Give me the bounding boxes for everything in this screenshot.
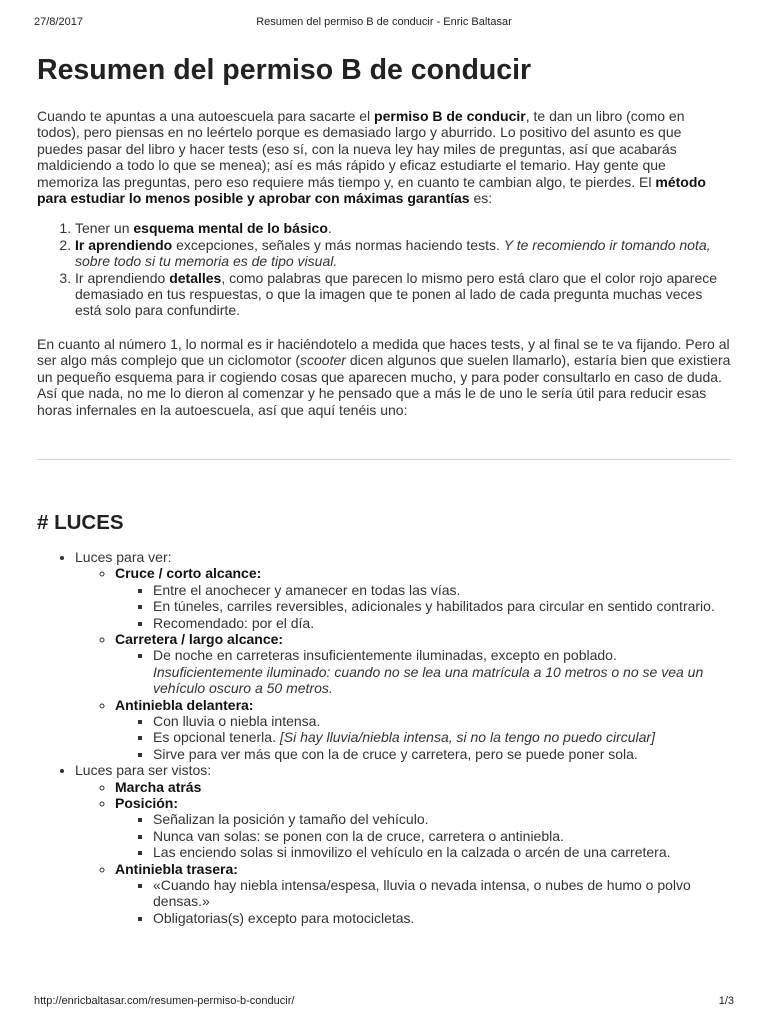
item-italic-note: Insuficientemente iluminado: cuando no se lea una matrícula a 10 metros o no se vea un vehículo oscuro a 50 metros. — [153, 663, 704, 697]
intro-text-3: es: — [469, 190, 493, 207]
item-italic-note: [Si hay lluvia/niebla intensa, si no la tengo no puedo circular] — [279, 729, 655, 746]
list-item: ▪ «Cuando hay niebla intensa/espesa, lluvia o nevada intensa, o nubes de humo o polvo densas.» — [153, 877, 731, 910]
list-item — [75, 762, 731, 926]
step-italic: Y te recomiendo ir tomando nota, sobre todo si tu memoria es de tipo visual. — [75, 236, 711, 270]
section-title-luces: # LUCES — [37, 510, 124, 534]
list-item — [75, 549, 731, 762]
list-item — [153, 729, 731, 745]
method-step — [75, 220, 731, 236]
item-text: De noche en carreteras insuficientemente iluminadas, excepto en poblado. — [153, 647, 617, 664]
step-text: , como palabras que parecen lo mismo pero está claro que el color rojo aparece demasiado en tus respuestas, o que la imagen que te ponen al lado de cada pregunta muchas veces está solo para confundirte. — [75, 269, 718, 319]
list-item: ▪ Señalizan la posición y tamaño del vehículo. — [153, 811, 731, 827]
second-paragraph — [37, 336, 731, 418]
marcha-atras-label: Marcha atrás — [115, 778, 202, 795]
second-italic: scooter — [300, 352, 346, 369]
method-step — [75, 237, 731, 270]
section-divider — [37, 459, 731, 460]
page-number: 1/3 — [718, 995, 734, 1007]
luces-list — [37, 549, 731, 926]
list-item: ▪ Nunca van solas: se ponen con la de cruce, carretera o antiniebla. — [153, 828, 731, 844]
step-text: Ir aprendiendo — [75, 269, 170, 286]
list-item: ▪ Recomendado: por el día. — [153, 615, 731, 631]
luces-vistos-sublist — [75, 779, 731, 927]
list-item: ▪ En túneles, carriles reversibles, adicionales y habilitados para circular en sentido contrario. — [153, 598, 731, 614]
step-bold: esquema mental de lo básico — [133, 220, 328, 237]
step-text: . — [327, 220, 332, 237]
article-content — [37, 50, 731, 926]
print-date: 27/8/2017 — [34, 16, 83, 28]
step-text: Tener un — [75, 220, 134, 237]
posicion-label: Posición: — [115, 795, 179, 811]
antiniebla-delantera-label: Antiniebla delantera: — [115, 696, 254, 713]
posicion-items — [115, 811, 731, 860]
list-item: ▪ Con lluvia o niebla intensa. — [153, 713, 731, 729]
list-item: ▪ Sirve para ver más que con la de cruce y carretera, pero se puede poner sola. — [153, 746, 731, 762]
list-item: ▪ Entre el anochecer y amanecer en todas las vías. — [153, 582, 731, 598]
antiniebla-trasera-label: Antiniebla trasera: — [115, 860, 238, 877]
luces-para-ver-label: Luces para ver: — [75, 548, 172, 565]
antiniebla-delantera-items — [115, 713, 731, 762]
antiniebla-trasera-items — [115, 877, 731, 926]
print-footer — [34, 995, 734, 1011]
method-steps-list — [37, 220, 731, 318]
intro-bold-1: permiso B de conducir — [374, 108, 526, 124]
luces-ver-sublist — [75, 565, 731, 762]
list-item — [115, 779, 731, 795]
intro-bold-2: método para estudiar lo menos posible y aprobar con máximas garantías — [37, 173, 706, 207]
print-page-title: Resumen del permiso B de conducir - Enric Baltasar — [256, 16, 512, 28]
luces-para-ser-vistos-label: Luces para ser vistos: — [75, 762, 212, 779]
list-item — [115, 861, 731, 927]
item-text: Es opcional tenerla. — [153, 729, 280, 746]
intro-paragraph — [37, 108, 731, 206]
list-item: ▪ Las enciendo solas si inmovilizo el vehículo en la calzada o arcén de una carretera. — [153, 844, 731, 860]
print-header — [34, 16, 734, 32]
list-item — [115, 565, 731, 631]
article-title: Resumen del permiso B de conducir — [37, 54, 532, 86]
cruce-label: Cruce / corto alcance: — [115, 565, 262, 582]
second-text-2: dicen algunos que suelen llamarlo), estaría bien que existiera un pequeño esquema para ir cogiendo cosas que aparecen mucho, y para poder consultarlo en caso de duda. Así que nada, no me lo dieron al comenzar y he pensado que a más le de uno le sería útil para reducir esas horas infernales en la autoescuela, así que aquí tenéis uno: — [37, 352, 731, 418]
cruce-items — [115, 582, 731, 631]
step-text: excepciones, señales y más normas haciendo tests. — [172, 236, 504, 253]
carretera-label: Carretera / largo alcance: — [115, 630, 284, 647]
step-bold: detalles — [169, 269, 222, 286]
step-bold: Ir aprendiendo — [75, 236, 173, 253]
list-item: ▪ Obligatorias(s) excepto para motocicletas. — [153, 910, 731, 926]
carretera-items — [115, 647, 731, 696]
intro-text-1: Cuando te apuntas a una autoescuela para sacarte el — [37, 108, 375, 124]
intro-text-2: , te dan un libro (como en todos), pero piensas en no leértelo porque es demasiado largo y aburrido. Lo positivo del asunto es que puedes pasar del libro y hacer tests (eso sí, con la nueva ley hay miles de preguntas, así que acabarás maldiciendo a todo lo que se menea); así es más rápido y eficaz estudiarte el temario. Hay gente que memoriza las preguntas, pero eso requiere más tiempo y, en cuanto te cambian algo, te pierdes. El — [37, 108, 685, 190]
list-item — [115, 631, 731, 697]
list-item — [115, 697, 731, 763]
method-step — [75, 270, 731, 319]
list-item — [115, 795, 731, 861]
second-text-1: En cuanto al número 1, lo normal es ir haciéndotelo a medida que haces tests, y al final se te va fijando. Pero al ser algo más complejo que un ciclomotor ( — [37, 335, 730, 369]
list-item — [153, 647, 731, 696]
print-url: http://enricbaltasar.com/resumen-permiso-b-conducir/ — [34, 995, 295, 1007]
